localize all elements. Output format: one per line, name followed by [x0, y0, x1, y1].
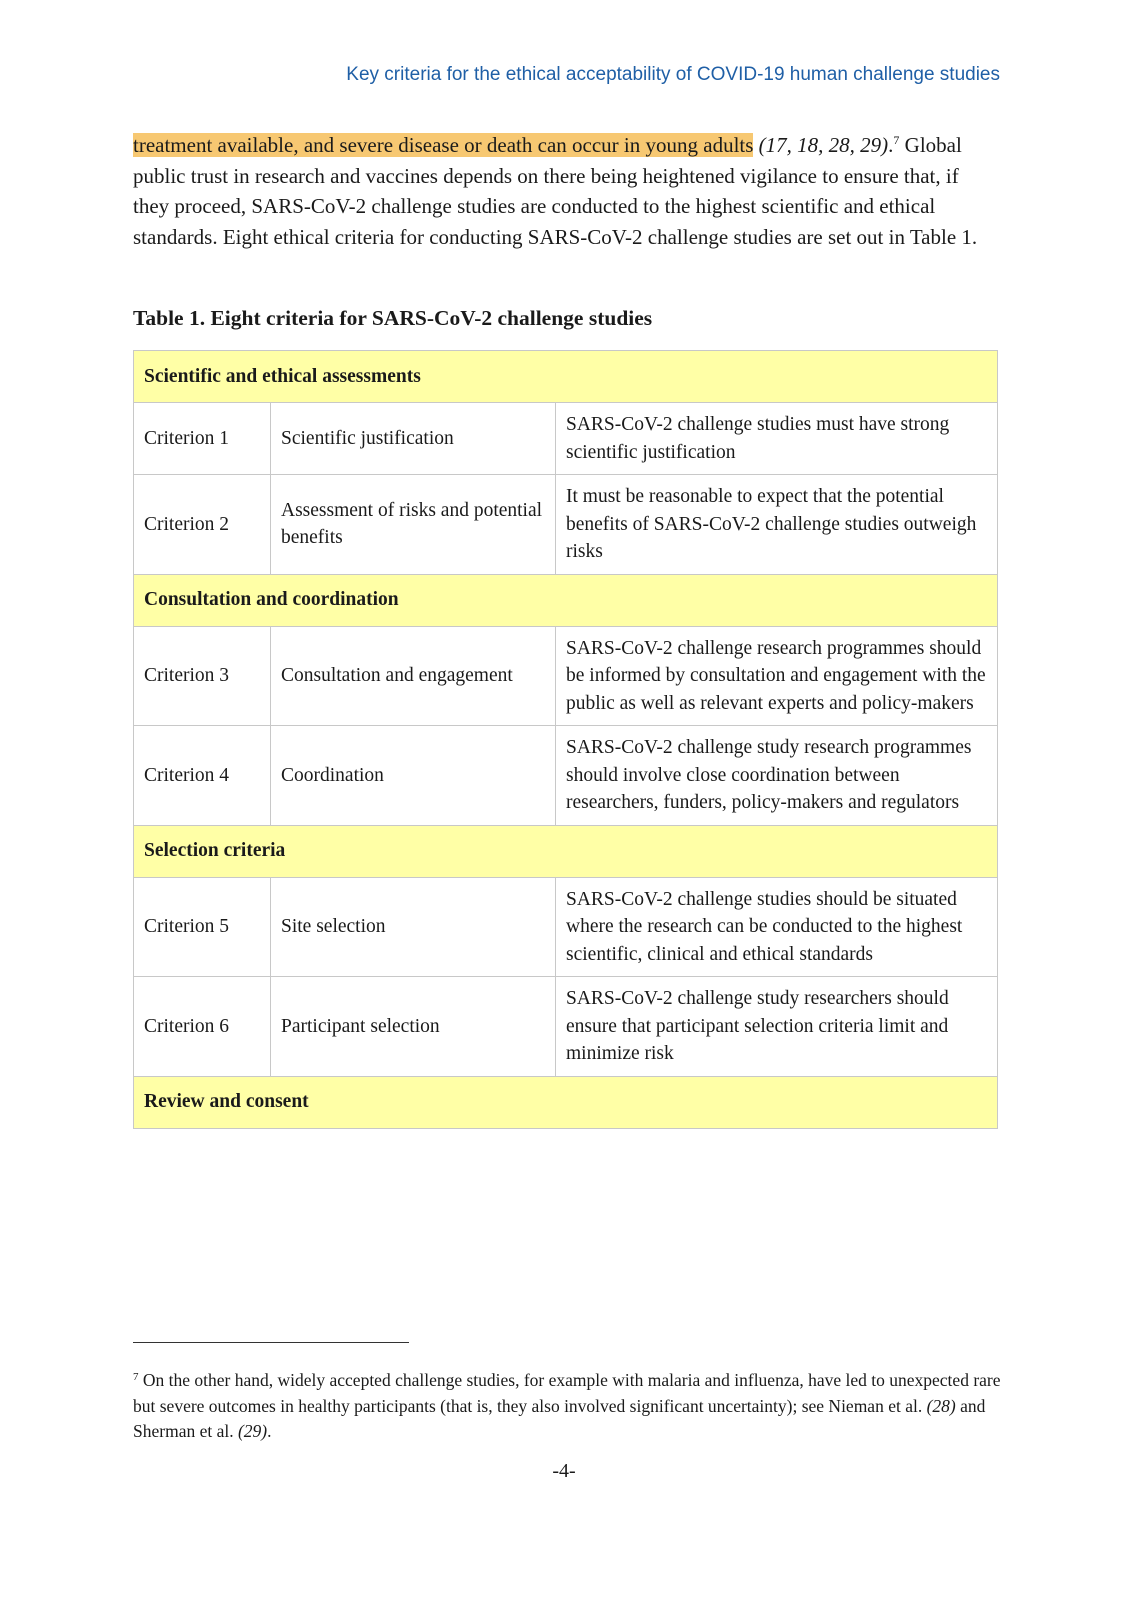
criterion-number: Criterion 4: [134, 726, 271, 826]
footnote-end: .: [267, 1421, 272, 1441]
criterion-number: Criterion 6: [134, 977, 271, 1077]
criterion-name: Consultation and engagement: [271, 626, 556, 726]
section-title: Consultation and coordination: [134, 574, 998, 626]
footnote-text: On the other hand, widely accepted challenge studies, for example with malaria and influenza, have led to unexpected rare but severe outcomes in healthy participants (that is, they also involved significant uncertainty); see Nieman et al.: [133, 1370, 1001, 1416]
section-title: Scientific and ethical assessments: [134, 351, 998, 403]
table-caption: Table 1. Eight criteria for SARS-CoV-2 challenge studies: [133, 306, 653, 330]
criterion-row: [134, 726, 998, 826]
criterion-description: It must be reasonable to expect that the potential benefits of SARS-CoV-2 challenge studies outweigh risks: [556, 475, 998, 575]
footnote-text-middle: and Sherman et al.: [133, 1395, 986, 1441]
criterion-description: SARS-CoV-2 challenge studies must have strong scientific justification: [556, 403, 998, 475]
footnote-divider: [133, 1342, 409, 1343]
criterion-name: Scientific justification: [271, 403, 556, 475]
criterion-name: Assessment of risks and potential benefits: [271, 475, 556, 575]
footnote-marker: 7: [133, 1371, 139, 1383]
criterion-name: Site selection: [271, 877, 556, 977]
section-row: [134, 574, 998, 626]
highlighted-text: treatment available, and severe disease or death can occur in young adults: [133, 133, 754, 157]
section-row: [134, 1076, 998, 1128]
criterion-row: [134, 977, 998, 1077]
intro-paragraph: [133, 130, 993, 252]
running-header: Key criteria for the ethical acceptability of COVID-19 human challenge studies: [346, 64, 1000, 85]
criterion-row: [134, 403, 998, 475]
section-row: [134, 351, 998, 403]
footnote-reference[interactable]: 7: [893, 133, 900, 147]
criterion-description: SARS-CoV-2 challenge studies should be situated where the research can be conducted to the highest scientific, clinical and ethical standards: [556, 877, 998, 977]
criterion-description: SARS-CoV-2 challenge study research programmes should involve close coordination between researchers, funders, policy-makers and regulators: [556, 726, 998, 826]
criterion-number: Criterion 5: [134, 877, 271, 977]
intro-period: .: [888, 133, 894, 157]
criterion-row: [134, 877, 998, 977]
footnote: [133, 1368, 1003, 1445]
criterion-row: [134, 626, 998, 726]
criteria-table: [133, 350, 998, 1129]
criterion-description: SARS-CoV-2 challenge study researchers should ensure that participant selection criteria limit and minimize risk: [556, 977, 998, 1077]
section-title: Selection criteria: [134, 825, 998, 877]
intro-rest: Global public trust in research and vaccines depends on there being heightened vigilance to ensure that, if they proceed, SARS-CoV-2 challenge studies are conducted to the highest scientific and ethical standards. Eight ethical criteria for conducting SARS-CoV-2 challenge studies are set out in Table 1.: [133, 133, 978, 249]
criterion-description: SARS-CoV-2 challenge research programmes should be informed by consultation and engagement with the public as well as relevant experts and policy-makers: [556, 626, 998, 726]
footnote-citation-28[interactable]: (28): [926, 1395, 956, 1416]
intro-citation: (17, 18, 28, 29): [758, 133, 889, 157]
criterion-number: Criterion 3: [134, 626, 271, 726]
criterion-number: Criterion 2: [134, 475, 271, 575]
page-number: -4-: [552, 1460, 576, 1482]
criterion-number: Criterion 1: [134, 403, 271, 475]
footnote-citation-29[interactable]: (29): [237, 1421, 268, 1441]
criterion-name: Coordination: [271, 726, 556, 826]
section-title: Review and consent: [134, 1076, 998, 1128]
criterion-row: [134, 475, 998, 575]
criterion-name: Participant selection: [271, 977, 556, 1077]
section-row: [134, 825, 998, 877]
